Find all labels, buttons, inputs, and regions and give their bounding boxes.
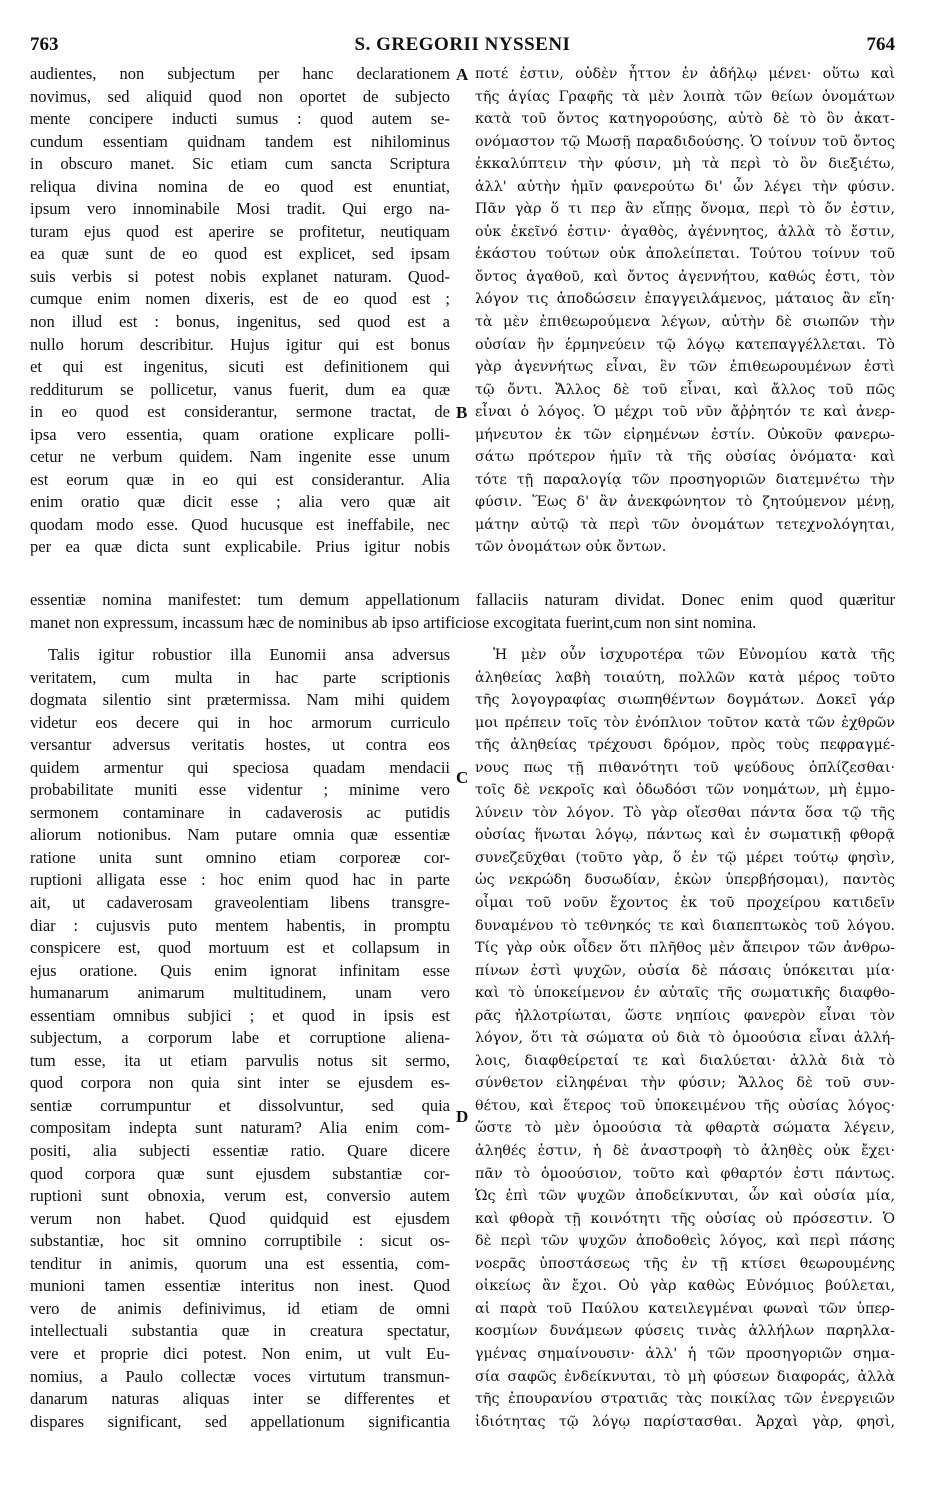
text-line: νους πως τῇ πιθανότητι τοῦ ψεύδους ὁπλίζεσθαι·	[475, 759, 895, 776]
text-line: τῷ ὄντι. Ἄλλος δὲ τοῦ εἶναι, καὶ ἄλλος τοῦ πῶς	[475, 381, 895, 398]
latin-column-bottom	[30, 644, 450, 1433]
text-line: ἀληθές ἐστιν, ἡ δὲ ἀναστροφὴ τὸ ἀληθὲς οὐκ ἔχει·	[475, 1143, 895, 1160]
text-line: ονόμαστον τῷ Μωσῇ παραδιδούσης. Ὁ τοίνυν τοῦ ὄντος	[475, 133, 895, 150]
text-line: νοερᾶς ὑποστάσεως τῆς ἐν τῇ κτίσει θεωρουμένης	[475, 1255, 895, 1272]
text-line: compositam indepta sunt naturam? Alia enim com-	[30, 1118, 450, 1138]
text-line: οἰκείως ἂν ἔχοι. Οὐ γὰρ καθὼς Εὐνόμιος βούλεται,	[475, 1278, 895, 1295]
text-line: ruptioni alligata esse : hoc enim quod hac in parte	[30, 870, 450, 890]
text-line: nomius, a Paulo collectæ voces virtutum transmun-	[30, 1366, 450, 1386]
text-line: ἀληθείας λαβὴ τοιαύτη, πολλῶν κατὰ μέρος τοῦτο	[475, 669, 895, 686]
text-line: positi, alia subjecti essentiæ ratio. Quare dicere	[30, 1141, 450, 1161]
text-line: aliorum notionibus. Nam putare omnia quæ essentiæ	[30, 825, 450, 845]
text-line: turam ejus quod est aperire se profitetur, neutiquam	[30, 221, 450, 241]
text-line: γμένας σημαίνουσιν· ἀλλ' ἡ τῶν προσηγοριῶν σημα-	[475, 1345, 895, 1362]
text-line: Ὡς ἐπὶ τῶν ψυχῶν ἀποδείκνυται, ὧν καὶ οὐσία μία,	[475, 1188, 895, 1205]
text-line: ruptioni sunt obnoxia, verum est, conversio autem	[30, 1186, 450, 1206]
page-header	[30, 30, 895, 60]
text-line: in eo quod est considerantur, sermone tractat, de	[30, 402, 450, 422]
text-line: humanarum animarum multitudinem, unam vero	[30, 983, 450, 1003]
text-line: Ἡ μὲν οὖν ἰσχυροτέρα τῶν Εὐνομίου κατὰ τῆς	[493, 647, 895, 663]
text-line: novimus, sed aliquid quod non oportet de subjecto	[30, 86, 450, 106]
text-line: τὰ μὲν ἐπιθεωρούμενα λέγων, αὐτὴν δὲ σιωπῶν τὴν	[475, 314, 895, 331]
text-line: τοῖς δὲ νεκροῖς καὶ ὀδωδόσι τῶν νοημάτων, μὴ ἐμμο-	[475, 782, 895, 799]
text-line: τῶν ὀνομάτων οὐκ ὄντων.	[475, 539, 667, 556]
text-line: μήνευτον ἐκ τῶν εἰρημένων ἐστίν. Οὐκοῦν φανερω-	[475, 426, 895, 443]
text-line: μοι πρέπειν τοῖς τὸν ἐνόπλιον τοῦτον κατὰ τῶν ἐχθρῶν	[475, 714, 895, 731]
text-line: quidem armentur qui speciosa quadam mendacii	[30, 757, 450, 777]
text-line: ἐκκαλύπτειν τὴν φύσιν, μὴ τὰ περὶ τὸ ὂν διεξιέτω,	[475, 156, 895, 173]
text-line: sentiæ corrumpuntur et dissolvuntur, sed quia	[30, 1095, 450, 1115]
text-line: αἱ παρὰ τοῦ Παύλου κατειλεγμέναι φωναὶ τῶν ὑπερ-	[475, 1300, 895, 1317]
margin-marker-a: A	[456, 65, 469, 84]
text-line: videtur eos decere qui in hoc armorum curriculo	[30, 712, 450, 732]
text-line: suis verbis si potest nobis explanet naturam. Quod-	[30, 266, 450, 286]
text-line: τῆς λογογραφίας σιωπηθέντων δογμάτων. Δοκεῖ γάρ	[475, 692, 895, 709]
right-page-number: 764	[866, 34, 895, 55]
text-line: ὡς νεκρώδη δυσωδίαν, ἑκὼν ὑπερβήσομαι), παντὸς	[475, 872, 895, 889]
text-line: danarum naturas aliquas inter se differentes et	[30, 1389, 450, 1409]
text-line: σάτω πρότερον ἡμῖν τὰ τῆς οὐσίας ὀνόματα· καὶ	[475, 449, 895, 466]
text-line: ὥστε τὸ μὲν ὁμοούσια τὰ φθαρτὰ σώματα λέγειν,	[475, 1120, 895, 1137]
text-line: substantiæ, hoc sit omnino corruptibile : sicut os-	[30, 1231, 450, 1251]
text-line: πίνων ἐστὶ ψυχῶν, οὐσία δὲ πάσαις ὑπόκειται μία·	[475, 962, 895, 979]
text-line: οἶμαι τοῦ νοῦν ἔχοντος ἐκ τοῦ προχείρου κατιδεῖν	[475, 895, 895, 912]
text-line: καὶ τὸ ὑποκείμενον ἐν αὐταῖς τῆς σωματικῆς διαφθο-	[475, 985, 895, 1002]
text-line: cetur ne verbum quidem. Nam ingenite esse unum	[30, 447, 450, 467]
text-line: γὰρ ἀγεννήτως εἶναι, ἓν τῶν ἐπιθεωρουμένων ἐστὶ	[475, 359, 895, 376]
text-line: κοσμίων δυνάμεων φύσεις τινὰς ἀλλήλων παρηλλα-	[475, 1323, 895, 1340]
text-line: in obscuro manet. Sic etiam cum sancta Scriptura	[30, 154, 450, 174]
text-line: κατὰ τοῦ ὄντος κατηγορούσης, αὐτὸ δὲ τὸ ὂν ἀκατ-	[475, 111, 895, 128]
latin-column-top	[30, 63, 450, 559]
text-line: conspicere est, quod mortuum est et collapsum in	[30, 938, 450, 958]
text-line: δὲ περὶ τῶν ψυχῶν ἀποδοθεὶς λόγος, καὶ περὶ πάσης	[475, 1233, 895, 1250]
text-line: intellectuali substantia quæ in creatura spectatur,	[30, 1321, 450, 1341]
text-line: ὄντος ἀγαθοῦ, καὶ ὄντος ἀγεννήτου, καθώς ἐστι, τὸν	[475, 268, 895, 285]
text-line: συνεζεῦχθαι (τοῦτο γὰρ, ὅ ἐν τῷ μέρει τούτῳ φησὶν,	[475, 849, 895, 866]
text-line: πᾶν τὸ ὁμοούσιον, τοῦτο καὶ φθαρτόν ἐστι πάντως.	[475, 1165, 895, 1182]
text-line: tum esse, ita ut etiam parvulis notus sit sermo,	[30, 1050, 450, 1070]
text-line: quod corpora quæ sunt ejusdem substantiæ cor-	[30, 1163, 450, 1183]
text-line: φύσιν. Ἕως δ' ἂν ἀνεκφώνητον τὸ ζητούμενον μένῃ,	[475, 494, 895, 511]
text-line: ea quæ sunt de eo quod est explicet, sed ipsam	[30, 244, 450, 264]
text-line: οὐκ ἐκεῖνό ἐστιν· ἀγαθὸς, ἀγέννητος, ἀλλὰ τὸ ἔστιν,	[475, 223, 895, 240]
text-line: σία σαφῶς ἐνδείκνυται, τὸ μὴ φύσεων διαφοράς, ἀλλὰ	[475, 1368, 895, 1385]
text-line: veritatem, cum multa in hac parte scriptionis	[30, 667, 450, 687]
text-line: ρᾶς ἠλλοτρίωται, ὥστε νηπίοις φανερὸν εἶναι τὸν	[475, 1007, 895, 1024]
text-line: sermonem contaminare in cadaverosis ac putidis	[30, 802, 450, 822]
text-line: reliqua divina nomina de eo quod est enuntiat,	[30, 176, 450, 196]
margin-marker-c: C	[456, 768, 469, 787]
text-line: ait, ut cadaverosam graveolentiam libens transgre-	[30, 893, 450, 913]
text-line: ratione unita sunt omnino etiam corporeæ cor-	[30, 847, 450, 867]
text-line: quodam modo esse. Quod hucusque est ineffabile, nec	[30, 514, 450, 534]
text-line: σύνθετον εἰληφέναι τὴν φύσιν; Ἄλλος δὲ τοῦ συν-	[475, 1075, 895, 1092]
text-line: Talis igitur robustior illa Eunomii ansa adversus	[48, 645, 450, 664]
text-line: Πᾶν γὰρ ὅ τι περ ἂν εἴπῃς ὄνομα, περὶ τὸ ὄν ἐστιν,	[475, 201, 895, 218]
left-page-number: 763	[30, 34, 59, 55]
text-line: versantur adversus veritatis hostes, ut contra eos	[30, 735, 450, 755]
text-line: audientes, non subjectum per hanc declarationem	[30, 64, 450, 83]
text-line: ejus oratione. Quis enim ignorat infinitam esse	[30, 960, 450, 980]
text-line: ἀλλ' αὐτὴν ἡμῖν φανερούτω δι' ὧν λέγει τὴν φύσιν.	[475, 178, 895, 195]
text-line: probabilitate muniti esse videntur ; minime vero	[30, 780, 450, 800]
text-line: ἑκάστου τούτων οὐκ ἀπολείπεται. Τούτου τοίνυν τοῦ	[475, 246, 895, 263]
text-line: ποτέ ἐστιν, οὐδὲν ἧττον ἐν ἀδήλῳ μένει· οὕτω καὶ	[475, 66, 895, 82]
text-line: ipsum vero innominabile Mosi tradit. Qui ergo na-	[30, 199, 450, 219]
text-line: θέτου, καὶ ἕτερος τοῦ ὑποκειμένου τῆς οὐσίας λόγος·	[475, 1097, 895, 1114]
greek-column-bottom	[475, 644, 895, 1433]
text-line: tenditur in animis, quorum una est essentia, com-	[30, 1253, 450, 1273]
text-line: λόγον τις ἀποδώσειν ἐπαγγειλάμενος, μάταιος ἂν εἴη·	[475, 291, 895, 308]
text-line: εἶναι ὁ λόγος. Ὁ μέχρι τοῦ νῦν ἄῤῥητόν τε καὶ ἀνερ-	[475, 404, 895, 421]
text-line: τότε τῇ παραλογίᾳ τῶν προσηγοριῶν διατεμνέτω τὴν	[475, 471, 895, 488]
text-line: verum non habet. Quod quidquid est ejusdem	[30, 1208, 450, 1228]
text-line: ipsa vero essentia, quam oratione explicare polli-	[30, 424, 450, 444]
text-line: est eorum quæ in eo qui est considerantur. Alia	[30, 469, 450, 489]
text-line: τῆς ἁγίας Γραφῆς τὰ μὲν λοιπὰ τῶν θείων ὀνομάτων	[475, 88, 895, 105]
text-line: dogmata silentio sint prætermissa. Nam mihi quidem	[30, 690, 450, 710]
text-line: cumque enim nomen dixeris, est de eo quod est ;	[30, 289, 450, 309]
text-line: quod corpora non quia sint inter se ejusdem es-	[30, 1073, 450, 1093]
text-line: οὐσίας ἥνωται λόγῳ, πάντως καὶ ἐν σωματικῇ φθορᾷ	[475, 827, 895, 844]
text-line: per ea quæ dicta sunt explicabile. Prius igitur nobis	[30, 537, 450, 557]
text-line: enim oratio quæ dicit esse ; alia vero quæ ait	[30, 492, 450, 512]
text-line: essentiam omnibus subjici ; et quod in ipsis est	[30, 1005, 450, 1025]
text-line: vere et proprie dici potest. Non enim, ut vult Eu-	[30, 1343, 450, 1363]
text-line: subjectum, a corporum labe et corruptione aliena-	[30, 1028, 450, 1048]
greek-column-top	[475, 63, 895, 559]
text-line: οὐσίαν ἣν ἑρμηνεύειν τῷ λόγῳ κατεπαγγέλλεται. Τὸ	[475, 336, 895, 353]
text-line: δυναμένου τὸ τεθνηκός τε καὶ διαπεπτωκὸς τοῦ λόγου.	[475, 917, 895, 934]
text-line: munioni tamen essentiæ interitus non inest. Quod	[30, 1276, 450, 1296]
text-line: dispares significant, sed appellationum significantia	[30, 1411, 450, 1431]
text-line: manet non expressum, incassum hæc de nominibus ab ipso artificiose excogitata fuerint,cum non sint nomina.	[30, 612, 757, 632]
full-width-latin	[30, 589, 895, 634]
text-line: μάτην αὐτῷ τὰ περὶ τῶν ὀνομάτων τετεχνολόγηται,	[475, 516, 895, 533]
margin-marker-d: D	[456, 1107, 469, 1126]
text-line: et qui est ingenitus, sicuti est definitionem qui	[30, 357, 450, 377]
text-line: cundum essentiam quidnam tandem est nihilominus	[30, 131, 450, 151]
text-line: λύνειν τὸν λόγον. Τὸ γὰρ οἴεσθαι πάντα ὅσα τῷ τῆς	[475, 804, 895, 821]
text-line: Τίς γὰρ οὐκ οἶδεν ὅτι πλῆθος μὲν ἄπειρον τῶν ἀνθρω-	[475, 940, 895, 957]
text-line: mente concipere inducti sumus : quod autem se-	[30, 109, 450, 129]
text-line: λοις, διαφθείρεταί τε καὶ διαλύεται· ἀλλὰ διὰ τὸ	[475, 1052, 895, 1069]
text-line: essentiæ nomina manifestet: tum demum appellationum fallaciis naturam dividat. Donec enim quod quæritur	[30, 590, 895, 609]
text-line: diar : cujusvis puto mentem habentis, in promptu	[30, 915, 450, 935]
running-title: S. GREGORII NYSSENI	[354, 34, 571, 55]
text-line: non illud est : bonus, ingenitus, sed quod est a	[30, 312, 450, 332]
text-line: καὶ φθορὰ τῇ κοινότητι τῆς οὐσίας οὐ πρόσεστιν. Ὁ	[475, 1210, 895, 1227]
text-line: τῆς ἐπουρανίου στρατιᾶς τὰς ποικίλας τῶν ἐνεργειῶν	[475, 1391, 895, 1408]
text-line: nullo horum describitur. Hujus igitur qui est bonus	[30, 334, 450, 354]
text-line: τῆς ἀληθείας τρέχουσι δρόμον, πρὸς τοὺς πεφραγμέ-	[475, 737, 895, 754]
text-line: λόγον, ὅτι τὰ σώματα οὐ διὰ τὸ ὁμοούσια εἶναι ἀλλή-	[475, 1030, 895, 1047]
text-line: vero de animis definivimus, id etiam de omni	[30, 1298, 450, 1318]
text-line: ἰδιότητας τῷ λόγῳ παρίστασθαι. Ἀρχαὶ γὰρ, φησὶ,	[475, 1413, 895, 1430]
margin-marker-b: B	[456, 403, 468, 422]
text-line: redditurum se pollicetur, vanus fuerit, dum ea quæ	[30, 379, 450, 399]
